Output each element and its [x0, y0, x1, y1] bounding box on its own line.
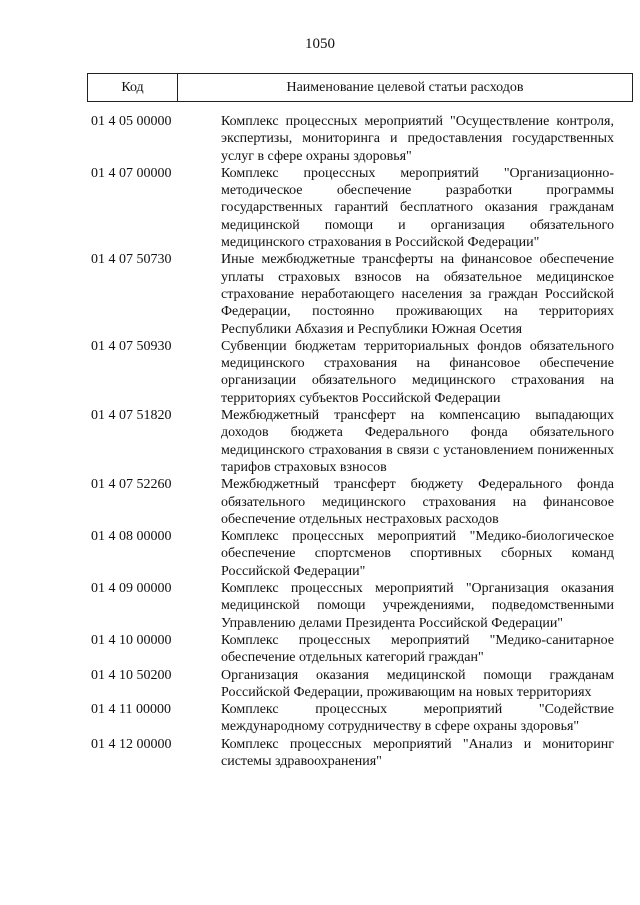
table-header — [87, 73, 633, 102]
table-row — [87, 165, 633, 251]
table-row — [87, 251, 633, 337]
row-name: Иные межбюджетные трансферты на финансовое обеспечение уплаты страховых взносов на обязательное медицинское страхование неработающего населения за граждан Российской Федерации, постоянно проживающих на территориях Республики Абхазия и Республики Южная Осетия — [221, 252, 614, 337]
row-code: 01 4 07 51820 — [91, 408, 172, 424]
row-code: 01 4 10 50200 — [91, 667, 172, 683]
row-code: 01 4 07 00000 — [91, 165, 172, 181]
row-name: Комплекс процессных мероприятий "Анализ и мониторинг системы здравоохранения" — [221, 736, 614, 769]
table-row — [87, 407, 633, 476]
row-code: 01 4 05 00000 — [91, 114, 172, 129]
table-row — [87, 632, 633, 667]
row-name: Комплекс процессных мероприятий "Медико-санитарное обеспечение отдельных категорий граждан" — [221, 632, 614, 666]
header-name: Наименование целевой статьи расходов — [286, 79, 524, 95]
table-row — [87, 667, 633, 702]
row-code: 01 4 11 00000 — [91, 702, 171, 718]
row-code: 01 4 09 00000 — [91, 581, 172, 597]
row-code: 01 4 08 00000 — [91, 529, 172, 545]
row-name: Комплекс процессных мероприятий "Организация оказания медицинской помощи учреждениями, подведомственными Управлению делами Президента Российской Федерации" — [221, 581, 614, 631]
table-row — [87, 476, 633, 528]
row-name: Межбюджетный трансферт на компенсацию выпадающих доходов бюджета Федерального фонда обязательного медицинского страхования в связи с установлением пониженных тарифов страховых взносов — [221, 408, 614, 475]
row-name: Комплекс процессных мероприятий "Осуществление контроля, экспертизы, мониторинга и предоставления государственных услуг в сфере охраны здоровья" — [221, 114, 614, 164]
row-name: Организация оказания медицинской помощи гражданам Российской Федерации, проживающим на новых территориях — [221, 667, 614, 700]
row-name: Комплекс процессных мероприятий "Медико-биологическое обеспечение спортсменов спортивных сборных команд Российской Федерации" — [221, 529, 614, 579]
row-name: Субвенции бюджетам территориальных фондов обязательного медицинского страхования на финансовое обеспечение организации обязательного медицинского страхования на территориях субъектов Российской Федерации — [221, 338, 614, 406]
header-code: Код — [88, 74, 178, 101]
row-name: Межбюджетный трансферт бюджету Федерального фонда обязательного медицинского страхования на финансовое обеспечение отдельных нестраховых расходов — [221, 477, 614, 527]
row-name: Комплекс процессных мероприятий "Организационно-методическое обеспечение разработки программы государственных гарантий бесплатного оказания гражданам медицинской помощи и организация обязательного медицинского страхования в Российской Федерации" — [221, 165, 614, 251]
row-code: 01 4 10 00000 — [91, 632, 172, 648]
table-body — [87, 113, 633, 770]
table-row — [87, 528, 633, 580]
table-row — [87, 580, 633, 632]
row-code: 01 4 07 52260 — [91, 477, 172, 493]
row-code: 01 4 07 50730 — [91, 252, 172, 268]
row-code: 01 4 07 50930 — [91, 338, 172, 354]
row-code: 01 4 12 00000 — [91, 736, 172, 752]
table-row — [87, 338, 633, 407]
table-row — [87, 701, 633, 736]
page-number: 1050 — [305, 36, 335, 52]
table-row — [87, 113, 633, 165]
row-name: Комплекс процессных мероприятий "Содействие международному сотрудничеству в сфере охраны здоровья" — [221, 702, 614, 735]
table-row — [87, 736, 633, 771]
